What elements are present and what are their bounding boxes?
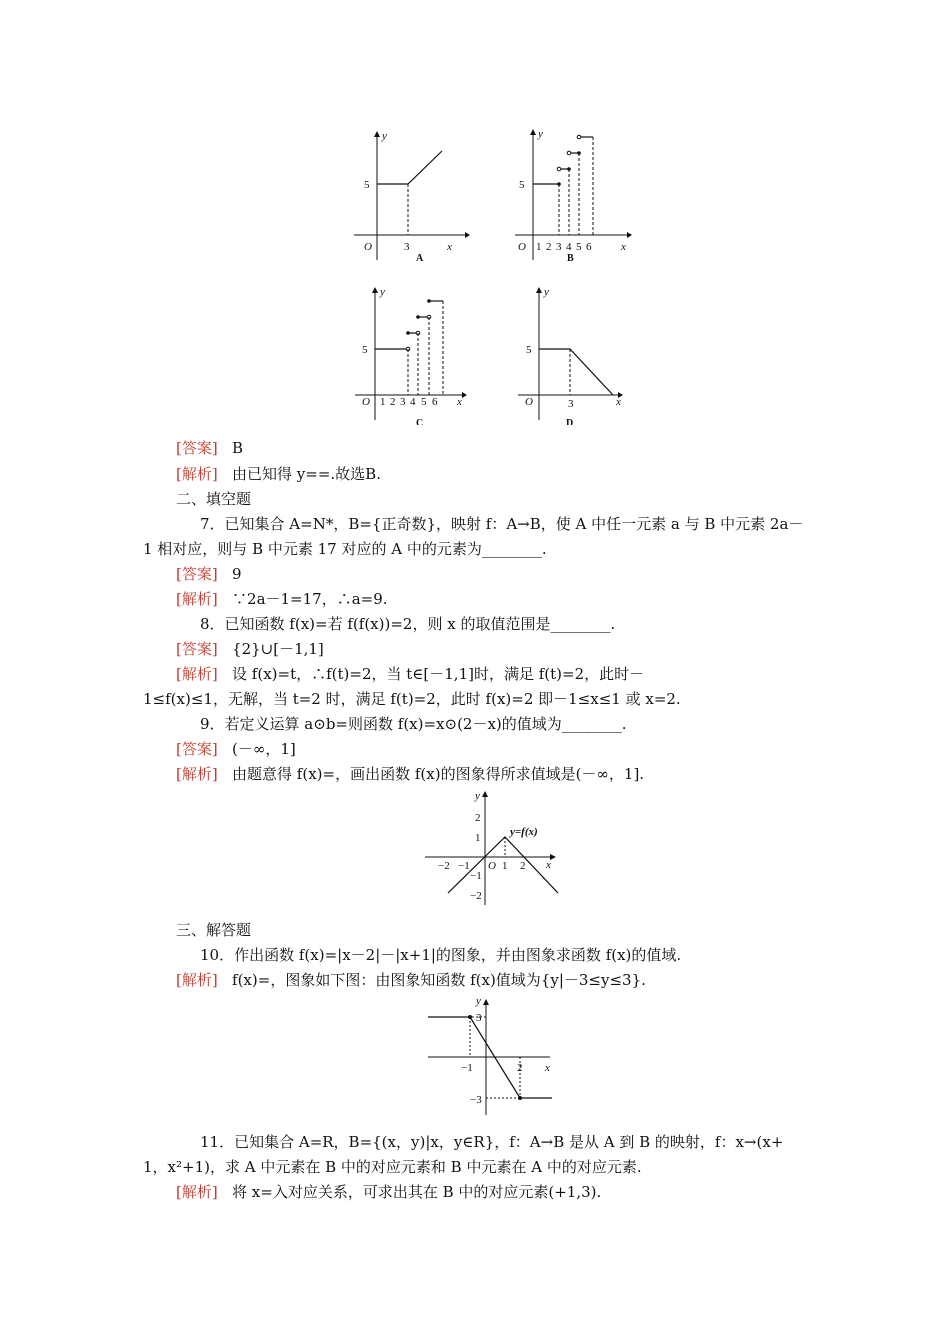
analysis-text: 由已知得 y==.故选B.: [232, 465, 381, 483]
graph-q9-ytick-neg2: −2: [470, 890, 482, 902]
graph-b-tick-4: 4: [566, 241, 572, 253]
graph-q10-y3: 3: [476, 1012, 482, 1024]
graph-a-origin: O: [364, 241, 372, 253]
analysis-tag: [解析]: [176, 465, 218, 483]
graph-q10-x-label: x: [545, 1062, 550, 1074]
analysis-tag: [解析]: [176, 1183, 218, 1201]
q7-line1: 7．已知集合 A=N*，B={正奇数}，映射 f：A→B，使 A 中任一元素 a 与 B 中元素 2a－: [200, 515, 804, 533]
graph-q9-ytick-2: 2: [475, 812, 481, 824]
graph-q9: [420, 785, 565, 910]
graph-c-tick-1: 1: [380, 396, 386, 408]
analysis-text: 设 f(x)=t，∴f(t)=2，当 t∈[－1,1]时，满足 f(t)=2，此时－: [232, 665, 645, 683]
q6-analysis: [176, 463, 381, 485]
graph-q10-y-label: y: [476, 995, 481, 1007]
graph-c-tick-3: 3: [400, 396, 406, 408]
graph-a-x-label: x: [447, 241, 452, 253]
graph-b-y-label: y: [538, 128, 543, 140]
analysis-text: 将 x=入对应关系，可求出其在 B 中的对应元素(+1,3).: [232, 1183, 602, 1201]
graph-q9-origin: O: [488, 860, 496, 872]
graph-q10-x2: 2: [517, 1062, 523, 1074]
analysis-tag: [解析]: [176, 765, 218, 783]
graph-q10-yneg3: −3: [470, 1094, 482, 1106]
graph-c: [345, 285, 475, 425]
graph-q9-ytick-1: 1: [475, 832, 481, 844]
graph-c-origin: O: [362, 396, 370, 408]
analysis-tag: [解析]: [176, 665, 218, 683]
graph-a: [340, 125, 470, 265]
graph-b-tick-3: 3: [556, 241, 562, 253]
graph-q9-xtick-1: 1: [502, 860, 508, 872]
section-fill-blank-heading: 二、填空题: [176, 490, 252, 508]
graph-b-caption: B: [567, 253, 574, 264]
graph-b: [505, 125, 635, 265]
analysis-text: 由题意得 f(x)=，画出函数 f(x)的图象得所求值域是(－∞，1].: [232, 765, 645, 783]
graph-d-x3: 3: [568, 398, 574, 410]
graph-c-tick-6: 6: [432, 396, 438, 408]
graph-b-x-label: x: [621, 241, 626, 253]
q7-analysis: [176, 588, 388, 610]
graph-b-tick-2: 2: [546, 241, 552, 253]
graph-d-y5: 5: [526, 344, 532, 356]
graph-a-y5: 5: [364, 179, 370, 191]
graph-c-y-label: y: [380, 286, 385, 298]
graph-b-y5: 5: [519, 179, 525, 191]
graph-c-tick-4: 4: [410, 396, 416, 408]
q9-question: 9．若定义运算 a⊙b=则函数 f(x)=x⊙(2－x)的值域为________.: [200, 715, 627, 733]
graph-c-y5: 5: [362, 344, 368, 356]
graph-c-x-label: x: [457, 396, 462, 408]
q7-line2: 1 相对应，则与 B 中元素 17 对应的 A 中的元素为________.: [143, 540, 547, 558]
graph-q9-ytick-neg1: −1: [470, 870, 482, 882]
graph-q9-xtick-2: 2: [520, 860, 526, 872]
q10-question: 10．作出函数 f(x)=|x－2|－|x+1|的图象，并由图象求函数 f(x)的值域.: [200, 946, 682, 964]
answer-value: {2}∪[－1,1]: [232, 640, 324, 658]
graph-c-tick-2: 2: [390, 396, 396, 408]
graph-d: [510, 285, 640, 425]
section-answer-heading: 三、解答题: [176, 921, 252, 939]
analysis-text: ∵2a－1=17，∴a=9.: [232, 590, 388, 608]
graph-q9-xtick-neg2: −2: [438, 860, 450, 872]
q7-answer: [176, 563, 242, 585]
graph-d-x-label: x: [616, 396, 621, 408]
graph-d-origin: O: [525, 396, 533, 408]
q11-line2: 1，x²+1)，求 A 中元素在 B 中的对应元素和 B 中元素在 A 中的对应元素.: [143, 1158, 642, 1176]
answer-value: B: [232, 439, 244, 457]
graph-q10-xneg1: −1: [461, 1062, 473, 1074]
answer-tag: [答案]: [176, 640, 218, 658]
graph-d-y-label: y: [544, 286, 549, 298]
graph-q9-curve-label: y=f(x): [510, 826, 538, 838]
graph-q9-xtick-neg1: −1: [458, 860, 470, 872]
graph-q9-y-label: y: [475, 790, 480, 802]
answer-value: 9: [232, 565, 242, 583]
q10-analysis: [176, 969, 646, 991]
graph-d-caption: D: [566, 418, 574, 425]
answer-tag: [答案]: [176, 740, 218, 758]
q11-line1: 11．已知集合 A=R，B={(x，y)|x，y∈R}，f：A→B 是从 A 到 B 的映射，f：x→(x+: [200, 1133, 784, 1151]
answer-tag: [答案]: [176, 439, 218, 457]
graph-a-caption: A: [416, 253, 424, 264]
q6-answer: [176, 437, 243, 459]
q11-analysis: [176, 1181, 601, 1203]
q8-answer: [176, 638, 324, 660]
graph-a-x3: 3: [404, 241, 410, 253]
graph-q9-x-label: x: [546, 859, 551, 871]
graph-b-tick-6: 6: [586, 241, 592, 253]
graph-q10: [425, 995, 560, 1120]
answer-value: (－∞，1]: [232, 740, 296, 758]
q9-analysis: [176, 763, 644, 785]
analysis-tag: [解析]: [176, 971, 218, 989]
graph-b-tick-5: 5: [576, 241, 582, 253]
graph-b-origin: O: [518, 241, 526, 253]
q8-analysis-line1: [176, 663, 644, 685]
graph-b-tick-1: 1: [536, 241, 542, 253]
analysis-text: f(x)=，图象如下图：由图象知函数 f(x)值域为{y|－3≤y≤3}.: [232, 971, 646, 989]
graph-a-y-label: y: [382, 130, 387, 142]
analysis-tag: [解析]: [176, 590, 218, 608]
graph-c-caption: C: [416, 418, 424, 425]
q8-question: 8．已知函数 f(x)=若 f(f(x))=2，则 x 的取值范围是________.: [200, 615, 616, 633]
q8-analysis-line2: 1≤f(x)≤1，无解，当 t=2 时，满足 f(t)=2，此时 f(x)=2 即－1≤x≤1 或 x=2.: [143, 690, 681, 708]
q9-answer: [176, 738, 296, 760]
answer-tag: [答案]: [176, 565, 218, 583]
graph-c-tick-5: 5: [421, 396, 427, 408]
